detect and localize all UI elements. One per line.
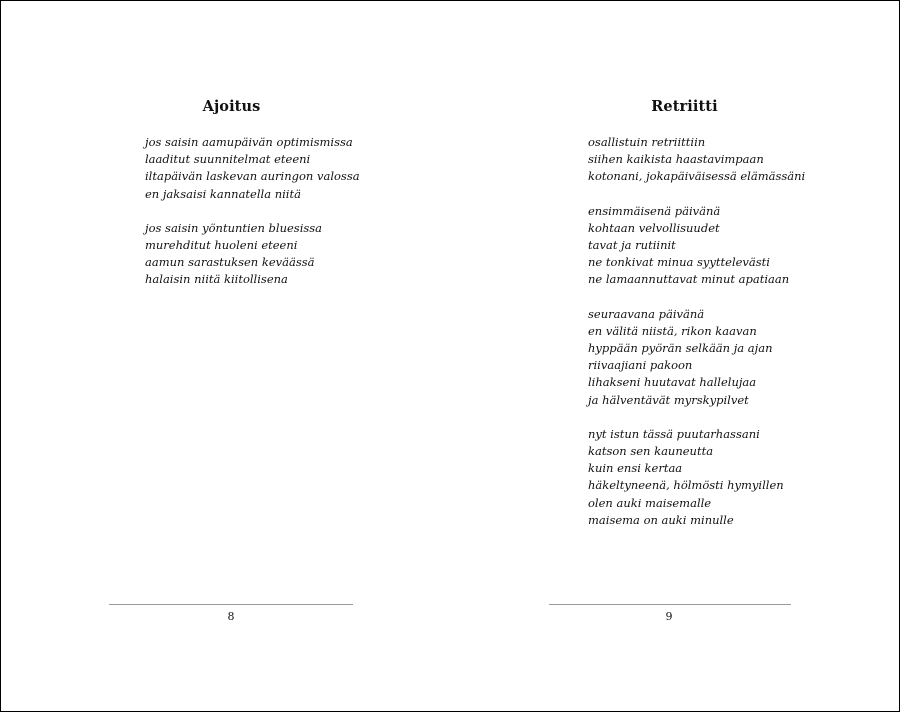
poem-line: ja hälventävät myrskypilvet <box>588 392 749 407</box>
poem-line: jos saisin aamupäivän optimismissa <box>145 135 353 149</box>
poem-line: en välitä niistä, rikon kaavan <box>588 323 757 338</box>
poem-line: kuin ensi kertaa <box>588 461 683 476</box>
poem-line: hyppään pyörän selkään ja ajan <box>588 341 773 356</box>
poem-line: osallistuin retriittiin <box>588 135 706 149</box>
poem-line: siihen kaikista haastavimpaan <box>588 152 764 167</box>
poem-line: aamun sarastuksen keväässä <box>145 255 315 270</box>
footer-rule <box>109 604 353 605</box>
poem-line: laaditut suunnitelmat eteeni <box>145 152 311 167</box>
stanza <box>588 203 805 289</box>
poem-title: Retriitti <box>651 98 718 115</box>
poem-line: lihakseni huutavat hallelujaa <box>588 375 757 390</box>
stanza <box>145 220 360 289</box>
poem-line: nyt istun tässä puutarhassani <box>588 426 760 441</box>
poem-line: katson sen kauneutta <box>588 444 714 459</box>
poem-line: ne tonkivat minua syyttelevästi <box>588 255 770 270</box>
poem-line: halaisin niitä kiitollisena <box>145 272 288 287</box>
stanza <box>588 426 805 529</box>
poem-line: murehditut huoleni eteeni <box>145 238 298 253</box>
stanza <box>588 134 805 186</box>
poem-title: Ajoitus <box>202 98 261 115</box>
poem-line: ne lamaannuttavat minut apatiaan <box>588 272 790 287</box>
poem-line: kohtaan velvollisuudet <box>588 220 720 235</box>
poem-line: tavat ja rutiinit <box>588 238 676 253</box>
poem-line: häkeltyneenä, hölmösti hymyillen <box>588 478 784 493</box>
poem-line: olen auki maisemalle <box>588 495 712 510</box>
poem-line: ensimmäisenä päivänä <box>588 203 721 218</box>
poem-line: seuraavana päivänä <box>588 306 705 321</box>
poem-body <box>588 134 805 546</box>
stanza <box>145 134 360 203</box>
footer-rule <box>549 604 791 605</box>
poem-line: maisema on auki minulle <box>588 512 734 527</box>
poem-line: riivaajiani pakoon <box>588 358 693 373</box>
poem-line: jos saisin yöntuntien bluesissa <box>145 220 323 235</box>
poem-line: iltapäivän laskevan auringon valossa <box>145 169 360 184</box>
page-number: 9 <box>665 610 673 623</box>
right-page <box>450 1 899 711</box>
page-number: 8 <box>227 610 235 623</box>
poem-body <box>145 134 360 306</box>
stanza <box>588 306 805 409</box>
left-page <box>1 1 450 711</box>
poem-line: en jaksaisi kannatella niitä <box>145 186 301 201</box>
poem-line: kotonani, jokapäiväisessä elämässäni <box>588 169 806 184</box>
